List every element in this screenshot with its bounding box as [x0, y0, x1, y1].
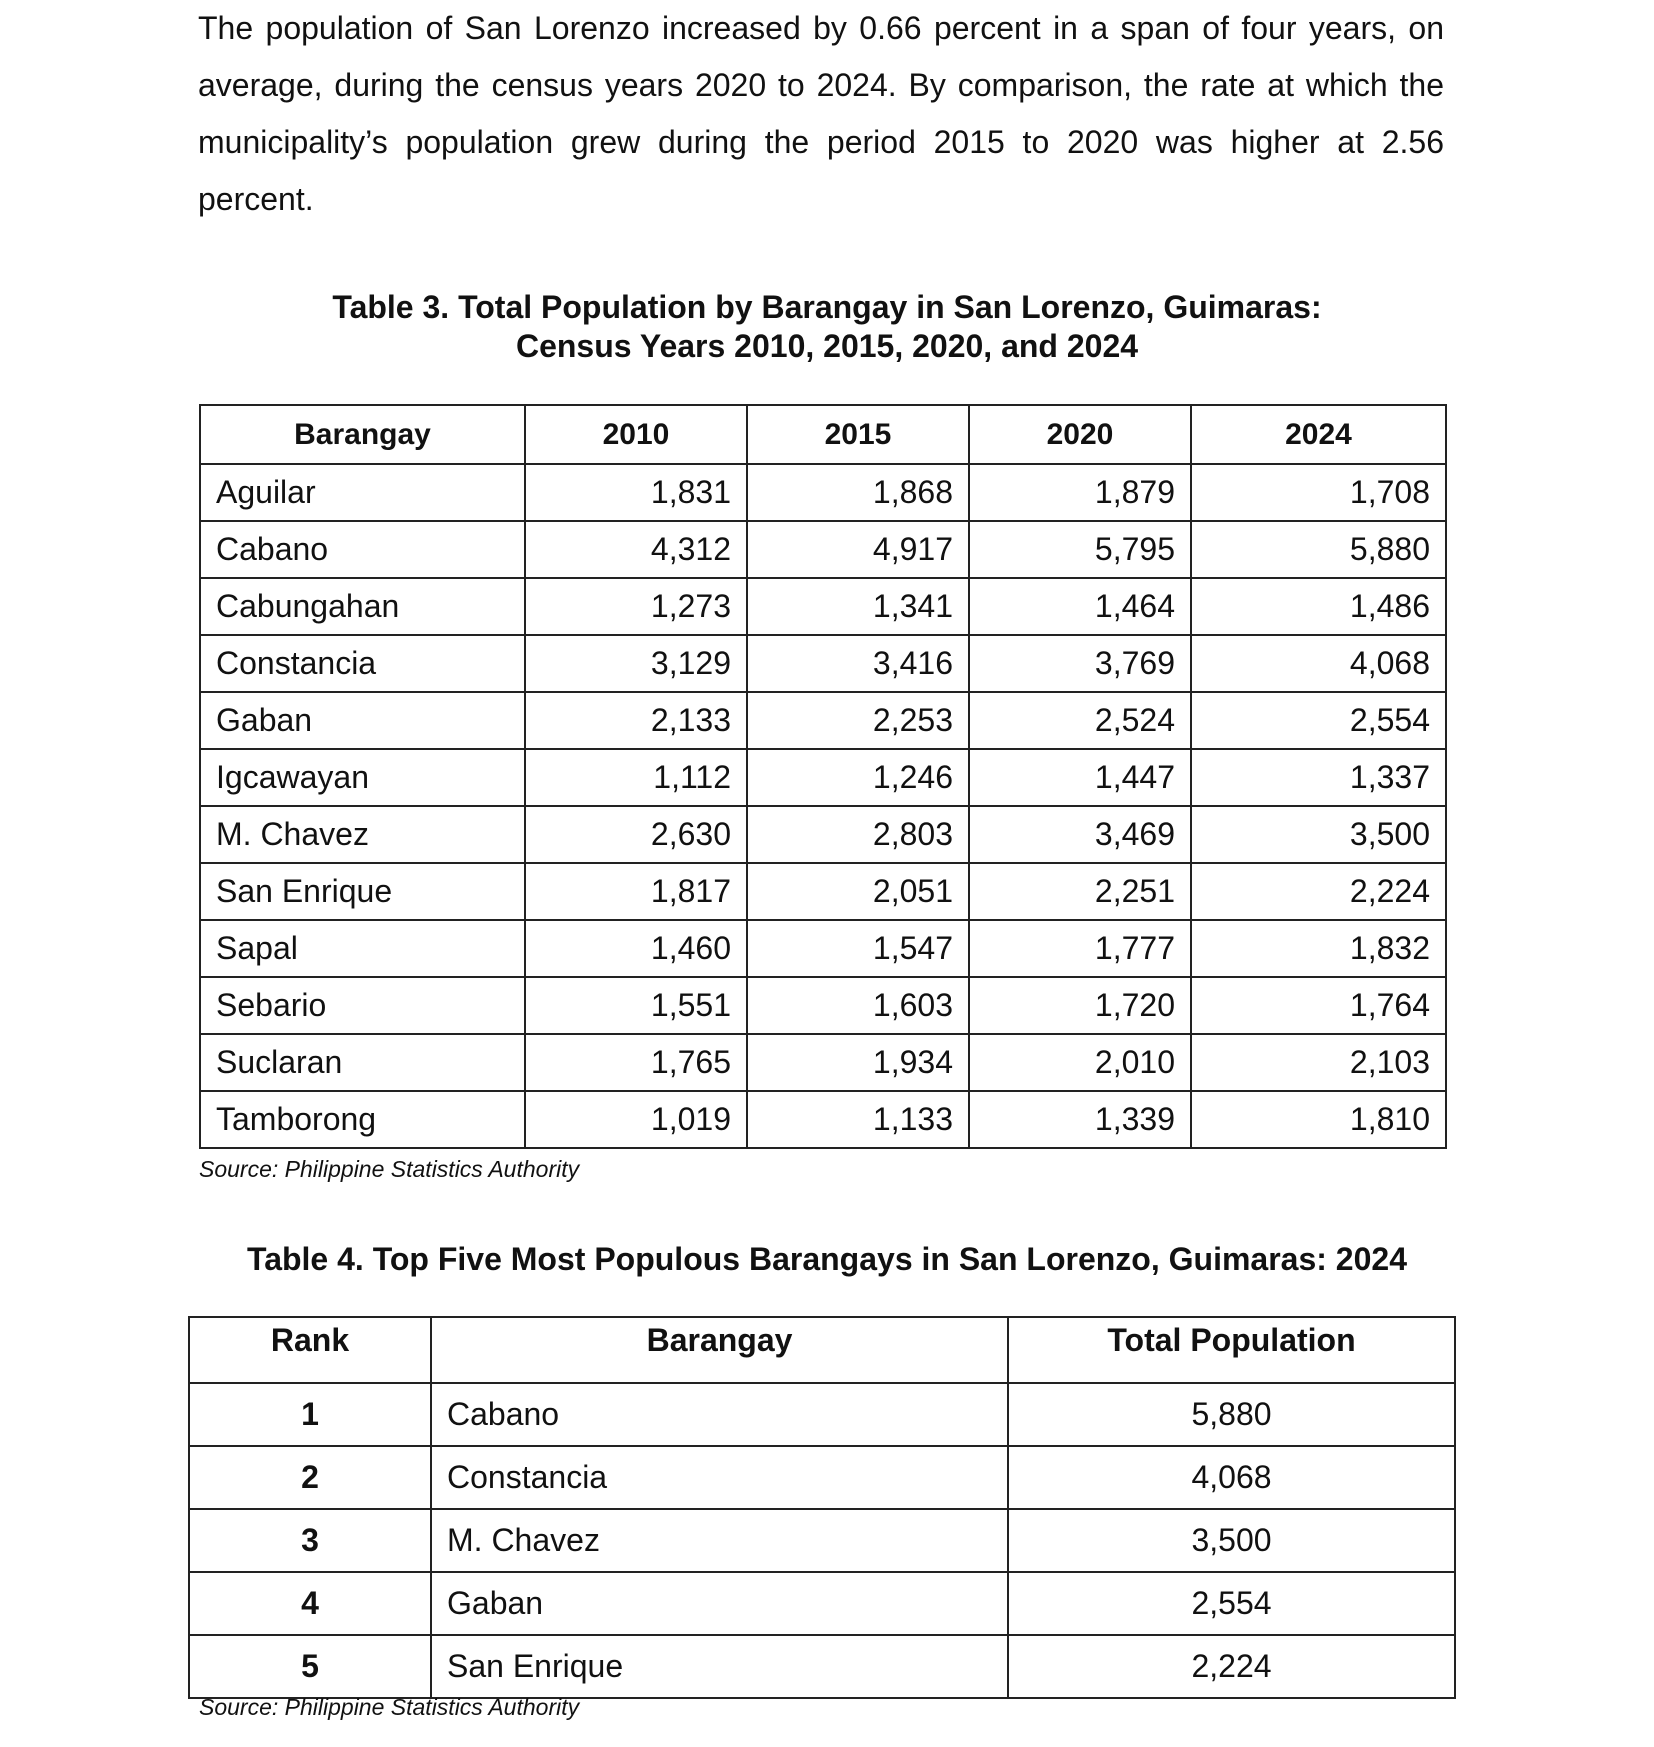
population-2015-cell: 1,341	[747, 578, 969, 635]
population-2015-cell: 1,246	[747, 749, 969, 806]
barangay-cell: Sapal	[200, 920, 525, 977]
table3-header-2015: 2015	[747, 405, 969, 464]
barangay-cell: Tamborong	[200, 1091, 525, 1148]
barangay-cell: Gaban	[200, 692, 525, 749]
population-2015-cell: 2,803	[747, 806, 969, 863]
population-2020-cell: 1,879	[969, 464, 1191, 521]
table-row	[200, 749, 1446, 806]
barangay-cell: San Enrique	[431, 1635, 1008, 1698]
table-row	[200, 977, 1446, 1034]
total-population-cell: 4,068	[1008, 1446, 1455, 1509]
rank-cell: 2	[189, 1446, 431, 1509]
table-row	[200, 863, 1446, 920]
table3-caption	[0, 288, 1654, 366]
rank-cell: 1	[189, 1383, 431, 1446]
table4-caption	[0, 1240, 1654, 1279]
table3-header-row	[200, 405, 1446, 464]
population-2020-cell: 1,339	[969, 1091, 1191, 1148]
table-row	[200, 578, 1446, 635]
population-2010-cell: 3,129	[525, 635, 747, 692]
population-2015-cell: 1,547	[747, 920, 969, 977]
rank-cell: 5	[189, 1635, 431, 1698]
table3-header-barangay: Barangay	[200, 405, 525, 464]
population-2015-cell: 3,416	[747, 635, 969, 692]
population-2020-cell: 3,469	[969, 806, 1191, 863]
population-2010-cell: 4,312	[525, 521, 747, 578]
barangay-cell: M. Chavez	[200, 806, 525, 863]
table4-header-row	[189, 1317, 1455, 1383]
barangay-cell: Suclaran	[200, 1034, 525, 1091]
table-row	[200, 692, 1446, 749]
barangay-cell: Igcawayan	[200, 749, 525, 806]
population-2024-cell: 1,832	[1191, 920, 1446, 977]
total-population-cell: 2,554	[1008, 1572, 1455, 1635]
table3-caption-line2: Census Years 2010, 2015, 2020, and 2024	[515, 328, 1139, 364]
table-row	[200, 464, 1446, 521]
population-2010-cell: 1,765	[525, 1034, 747, 1091]
population-2020-cell: 1,720	[969, 977, 1191, 1034]
barangay-cell: M. Chavez	[431, 1509, 1008, 1572]
population-2024-cell: 1,708	[1191, 464, 1446, 521]
table-row	[189, 1572, 1455, 1635]
table-row	[200, 1091, 1446, 1148]
population-2015-cell: 4,917	[747, 521, 969, 578]
total-population-cell: 2,224	[1008, 1635, 1455, 1698]
population-2024-cell: 2,554	[1191, 692, 1446, 749]
total-population-cell: 5,880	[1008, 1383, 1455, 1446]
population-2020-cell: 5,795	[969, 521, 1191, 578]
population-2024-cell: 2,103	[1191, 1034, 1446, 1091]
table3-caption-line1: Table 3. Total Population by Barangay in San Lorenzo, Guimaras:	[332, 289, 1322, 325]
population-2024-cell: 1,810	[1191, 1091, 1446, 1148]
intro-paragraph: The population of San Lorenzo increased by 0.66 percent in a span of four years, on average, during the census years 2020 to 2024. By comparison, the rate at which the municipality’s population grew during the period 2015 to 2020 was higher at 2.56 percent.	[198, 10, 1444, 217]
table-row	[189, 1635, 1455, 1698]
population-2020-cell: 2,010	[969, 1034, 1191, 1091]
population-2020-cell: 3,769	[969, 635, 1191, 692]
barangay-cell: San Enrique	[200, 863, 525, 920]
table4-caption-line: Table 4. Top Five Most Populous Barangays in San Lorenzo, Guimaras: 2024	[247, 1241, 1407, 1277]
table4-header-total-population: Total Population	[1008, 1317, 1455, 1383]
population-2010-cell: 2,133	[525, 692, 747, 749]
table-row	[200, 635, 1446, 692]
population-2010-cell: 1,112	[525, 749, 747, 806]
population-2010-cell: 1,551	[525, 977, 747, 1034]
population-2024-cell: 3,500	[1191, 806, 1446, 863]
top-five-barangays-table	[188, 1316, 1456, 1699]
population-2010-cell: 1,831	[525, 464, 747, 521]
table-row	[189, 1383, 1455, 1446]
population-2010-cell: 1,817	[525, 863, 747, 920]
total-population-cell: 3,500	[1008, 1509, 1455, 1572]
population-2015-cell: 1,934	[747, 1034, 969, 1091]
barangay-cell: Cabano	[431, 1383, 1008, 1446]
barangay-cell: Gaban	[431, 1572, 1008, 1635]
population-2010-cell: 1,019	[525, 1091, 747, 1148]
table3-header-2010: 2010	[525, 405, 747, 464]
population-2010-cell: 1,460	[525, 920, 747, 977]
table-row	[189, 1446, 1455, 1509]
population-2010-cell: 1,273	[525, 578, 747, 635]
barangay-cell: Cabano	[200, 521, 525, 578]
population-2015-cell: 1,603	[747, 977, 969, 1034]
population-2015-cell: 2,051	[747, 863, 969, 920]
rank-cell: 3	[189, 1509, 431, 1572]
population-2020-cell: 2,251	[969, 863, 1191, 920]
table-row	[200, 920, 1446, 977]
table-row	[200, 806, 1446, 863]
population-2024-cell: 4,068	[1191, 635, 1446, 692]
barangay-cell: Cabungahan	[200, 578, 525, 635]
population-2024-cell: 1,486	[1191, 578, 1446, 635]
population-2020-cell: 1,447	[969, 749, 1191, 806]
population-2024-cell: 2,224	[1191, 863, 1446, 920]
population-2015-cell: 1,133	[747, 1091, 969, 1148]
population-2024-cell: 1,337	[1191, 749, 1446, 806]
population-2020-cell: 1,464	[969, 578, 1191, 635]
population-2020-cell: 2,524	[969, 692, 1191, 749]
barangay-cell: Constancia	[200, 635, 525, 692]
barangay-cell: Constancia	[431, 1446, 1008, 1509]
table3-header-2020: 2020	[969, 405, 1191, 464]
population-2020-cell: 1,777	[969, 920, 1191, 977]
population-by-barangay-table	[199, 404, 1447, 1149]
table-row	[200, 521, 1446, 578]
population-2024-cell: 1,764	[1191, 977, 1446, 1034]
barangay-cell: Aguilar	[200, 464, 525, 521]
table3-header-2024: 2024	[1191, 405, 1446, 464]
population-2015-cell: 2,253	[747, 692, 969, 749]
table-row	[189, 1509, 1455, 1572]
barangay-cell: Sebario	[200, 977, 525, 1034]
table4-source-note: Source: Philippine Statistics Authority	[199, 1694, 580, 1720]
rank-cell: 4	[189, 1572, 431, 1635]
population-2010-cell: 2,630	[525, 806, 747, 863]
population-2015-cell: 1,868	[747, 464, 969, 521]
population-2024-cell: 5,880	[1191, 521, 1446, 578]
table3-source-note: Source: Philippine Statistics Authority	[199, 1156, 580, 1182]
table-row	[200, 1034, 1446, 1091]
table4-header-barangay: Barangay	[431, 1317, 1008, 1383]
table4-header-rank: Rank	[189, 1317, 431, 1383]
